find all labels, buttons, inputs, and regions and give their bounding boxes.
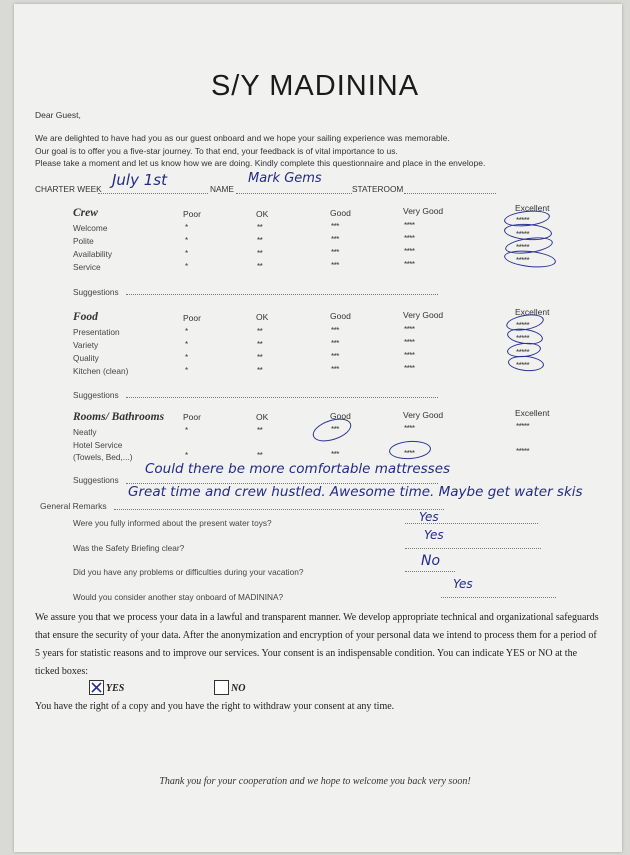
rating-ok[interactable]: ** bbox=[257, 236, 263, 245]
rating-good[interactable]: *** bbox=[331, 235, 339, 244]
food-item-presentation: Presentation bbox=[73, 327, 120, 337]
rating-poor[interactable]: * bbox=[185, 340, 188, 349]
intro-line-2: Our goal is to offer you a five-star journey. To that end, your feedback is of vital importance to us. bbox=[35, 146, 398, 156]
intro-line-3: Please take a moment and let us know how we are doing. Kindly complete this questionnaire and place in the envelope. bbox=[35, 158, 486, 168]
rating-poor[interactable]: * bbox=[185, 223, 188, 232]
col-poor: Poor bbox=[183, 209, 201, 219]
answer-line bbox=[405, 548, 541, 549]
greeting: Dear Guest, bbox=[35, 110, 81, 120]
rating-excellent[interactable]: ***** bbox=[516, 334, 530, 343]
col-poor: Poor bbox=[183, 313, 201, 323]
col-very-good: Very Good bbox=[403, 206, 444, 216]
answer-line bbox=[405, 571, 455, 572]
rating-good[interactable]: *** bbox=[331, 450, 339, 459]
rating-ok[interactable]: ** bbox=[257, 223, 263, 232]
rating-excellent[interactable]: ***** bbox=[516, 447, 530, 456]
answer-safety-briefing[interactable]: Yes bbox=[424, 528, 444, 542]
rating-poor[interactable]: * bbox=[185, 366, 188, 375]
food-item-quality: Quality bbox=[73, 353, 99, 363]
question-water-toys: Were you fully informed about the present water toys? bbox=[73, 518, 272, 528]
rating-excellent[interactable]: ***** bbox=[516, 243, 530, 252]
rating-very-good[interactable]: **** bbox=[404, 234, 415, 243]
name-line bbox=[236, 193, 352, 194]
crew-item-welcome: Welcome bbox=[73, 223, 108, 233]
rating-good[interactable]: *** bbox=[331, 425, 339, 434]
col-excellent: Excellent bbox=[515, 203, 550, 213]
crew-item-polite: Polite bbox=[73, 236, 94, 246]
food-suggestions-label: Suggestions bbox=[73, 390, 119, 400]
col-ok: OK bbox=[256, 209, 269, 219]
rating-ok[interactable]: ** bbox=[257, 262, 263, 271]
rating-very-good[interactable]: **** bbox=[404, 449, 415, 458]
rating-excellent[interactable]: ***** bbox=[516, 348, 530, 357]
rating-excellent[interactable]: ***** bbox=[516, 256, 530, 265]
rating-good[interactable]: *** bbox=[331, 248, 339, 257]
rating-ok[interactable]: ** bbox=[257, 249, 263, 258]
name-label: NAME bbox=[210, 184, 234, 194]
rating-ok[interactable]: ** bbox=[257, 451, 263, 460]
food-suggestions-line[interactable] bbox=[126, 397, 438, 398]
rating-poor[interactable]: * bbox=[185, 426, 188, 435]
col-poor: Poor bbox=[183, 412, 201, 422]
rating-ok[interactable]: ** bbox=[257, 353, 263, 362]
general-remarks-value[interactable]: Great time and crew hustled. Awesome time. Maybe get water skis bbox=[128, 484, 583, 500]
rating-poor[interactable]: * bbox=[185, 451, 188, 460]
rating-good[interactable]: *** bbox=[331, 352, 339, 361]
rating-excellent[interactable]: ***** bbox=[516, 422, 530, 431]
col-very-good: Very Good bbox=[403, 410, 444, 420]
col-excellent: Excellent bbox=[515, 408, 550, 418]
name-value[interactable]: Mark Gems bbox=[248, 171, 322, 186]
rating-very-good[interactable]: **** bbox=[404, 221, 415, 230]
general-remarks-label: General Remarks bbox=[40, 501, 107, 511]
crew-item-service: Service bbox=[73, 262, 101, 272]
rating-poor[interactable]: * bbox=[185, 262, 188, 271]
rooms-item-towels: (Towels, Bed,...) bbox=[73, 452, 133, 462]
check-x-icon bbox=[90, 681, 103, 694]
rating-ok[interactable]: ** bbox=[257, 340, 263, 349]
rating-very-good[interactable]: **** bbox=[404, 260, 415, 269]
privacy-statement: We assure you that we process your data in a lawful and transparent manner. We develop appropriate technical and organizational safeguards that ensure the security of your data. After the anonymization and encryption of your personal data we intend to process them for a period of 5 years for statistic reasons and to improve our services. Your consent is an indispensable condition. You can indicate YES or NO at the ticked boxes: bbox=[35, 612, 599, 677]
rating-very-good[interactable]: **** bbox=[404, 325, 415, 334]
intro-line-1: We are delighted to have had you as our guest onboard and we hope your sailing experience was memorable. bbox=[35, 133, 450, 143]
rating-poor[interactable]: * bbox=[185, 353, 188, 362]
question-problems: Did you have any problems or difficulties during your vacation? bbox=[73, 567, 304, 577]
answer-water-toys[interactable]: Yes bbox=[419, 510, 439, 524]
stateroom-label: STATEROOM bbox=[352, 184, 404, 194]
stateroom-line[interactable] bbox=[404, 193, 496, 194]
consent-yes-checkbox[interactable] bbox=[89, 680, 104, 695]
answer-another-stay[interactable]: Yes bbox=[453, 577, 473, 591]
charter-week-label: CHARTER WEEK bbox=[35, 184, 102, 194]
rooms-item-hotel-service: Hotel Service bbox=[73, 440, 123, 450]
col-good: Good bbox=[330, 411, 351, 421]
col-ok: OK bbox=[256, 312, 269, 322]
rating-excellent[interactable]: ***** bbox=[516, 361, 530, 370]
rooms-suggestions-label: Suggestions bbox=[73, 475, 119, 485]
answer-line bbox=[441, 597, 556, 598]
rooms-section-title: Rooms/ Bathrooms bbox=[73, 411, 165, 423]
rating-poor[interactable]: * bbox=[185, 236, 188, 245]
col-very-good: Very Good bbox=[403, 310, 444, 320]
col-excellent: Excellent bbox=[515, 307, 550, 317]
closing-message: Thank you for your cooperation and we hope to welcome you back very soon! bbox=[159, 776, 471, 787]
charter-week-value[interactable]: July 1st bbox=[112, 171, 167, 189]
general-remarks-line bbox=[114, 509, 444, 510]
rating-very-good[interactable]: **** bbox=[404, 338, 415, 347]
col-good: Good bbox=[330, 208, 351, 218]
question-another-stay: Would you consider another stay onboard of MADININA? bbox=[73, 592, 284, 602]
crew-section-title: Crew bbox=[73, 207, 98, 219]
rating-good[interactable]: *** bbox=[331, 365, 339, 374]
rating-very-good[interactable]: **** bbox=[404, 424, 415, 433]
charter-week-line bbox=[98, 193, 208, 194]
food-section-title: Food bbox=[73, 311, 98, 323]
consent-yes-label: YES bbox=[106, 683, 125, 694]
rating-good[interactable]: *** bbox=[331, 261, 339, 270]
rating-good[interactable]: *** bbox=[331, 339, 339, 348]
food-item-kitchen: Kitchen (clean) bbox=[73, 366, 129, 376]
rating-good[interactable]: *** bbox=[331, 326, 339, 335]
answer-problems[interactable]: No bbox=[421, 553, 441, 569]
rating-very-good[interactable]: **** bbox=[404, 247, 415, 256]
rating-ok[interactable]: ** bbox=[257, 426, 263, 435]
rooms-suggestions-value[interactable]: Could there be more comfortable mattresses bbox=[145, 461, 451, 477]
crew-suggestions-line[interactable] bbox=[126, 294, 438, 295]
question-safety-briefing: Was the Safety Briefing clear? bbox=[73, 543, 185, 553]
rating-ok[interactable]: ** bbox=[257, 327, 263, 336]
crew-suggestions-label: Suggestions bbox=[73, 287, 119, 297]
rating-very-good[interactable]: **** bbox=[404, 351, 415, 360]
rating-poor[interactable]: * bbox=[185, 249, 188, 258]
rating-excellent[interactable]: ***** bbox=[516, 321, 530, 330]
consent-no-checkbox[interactable] bbox=[214, 680, 229, 695]
col-good: Good bbox=[330, 311, 351, 321]
rating-good[interactable]: *** bbox=[331, 222, 339, 231]
consent-no-label: NO bbox=[231, 683, 246, 694]
rating-excellent[interactable]: ***** bbox=[516, 216, 530, 225]
crew-item-availability: Availability bbox=[73, 249, 113, 259]
rating-poor[interactable]: * bbox=[185, 327, 188, 336]
page-title: S/Y MADININA bbox=[210, 70, 420, 102]
rights-statement: You have the right of a copy and you have the right to withdraw your consent at any time. bbox=[35, 701, 395, 712]
rating-excellent[interactable]: ***** bbox=[516, 230, 530, 239]
col-ok: OK bbox=[256, 412, 269, 422]
rating-very-good[interactable]: **** bbox=[404, 364, 415, 373]
rating-ok[interactable]: ** bbox=[257, 366, 263, 375]
food-item-variety: Variety bbox=[73, 340, 99, 350]
rooms-item-neatly: Neatly bbox=[73, 427, 97, 437]
